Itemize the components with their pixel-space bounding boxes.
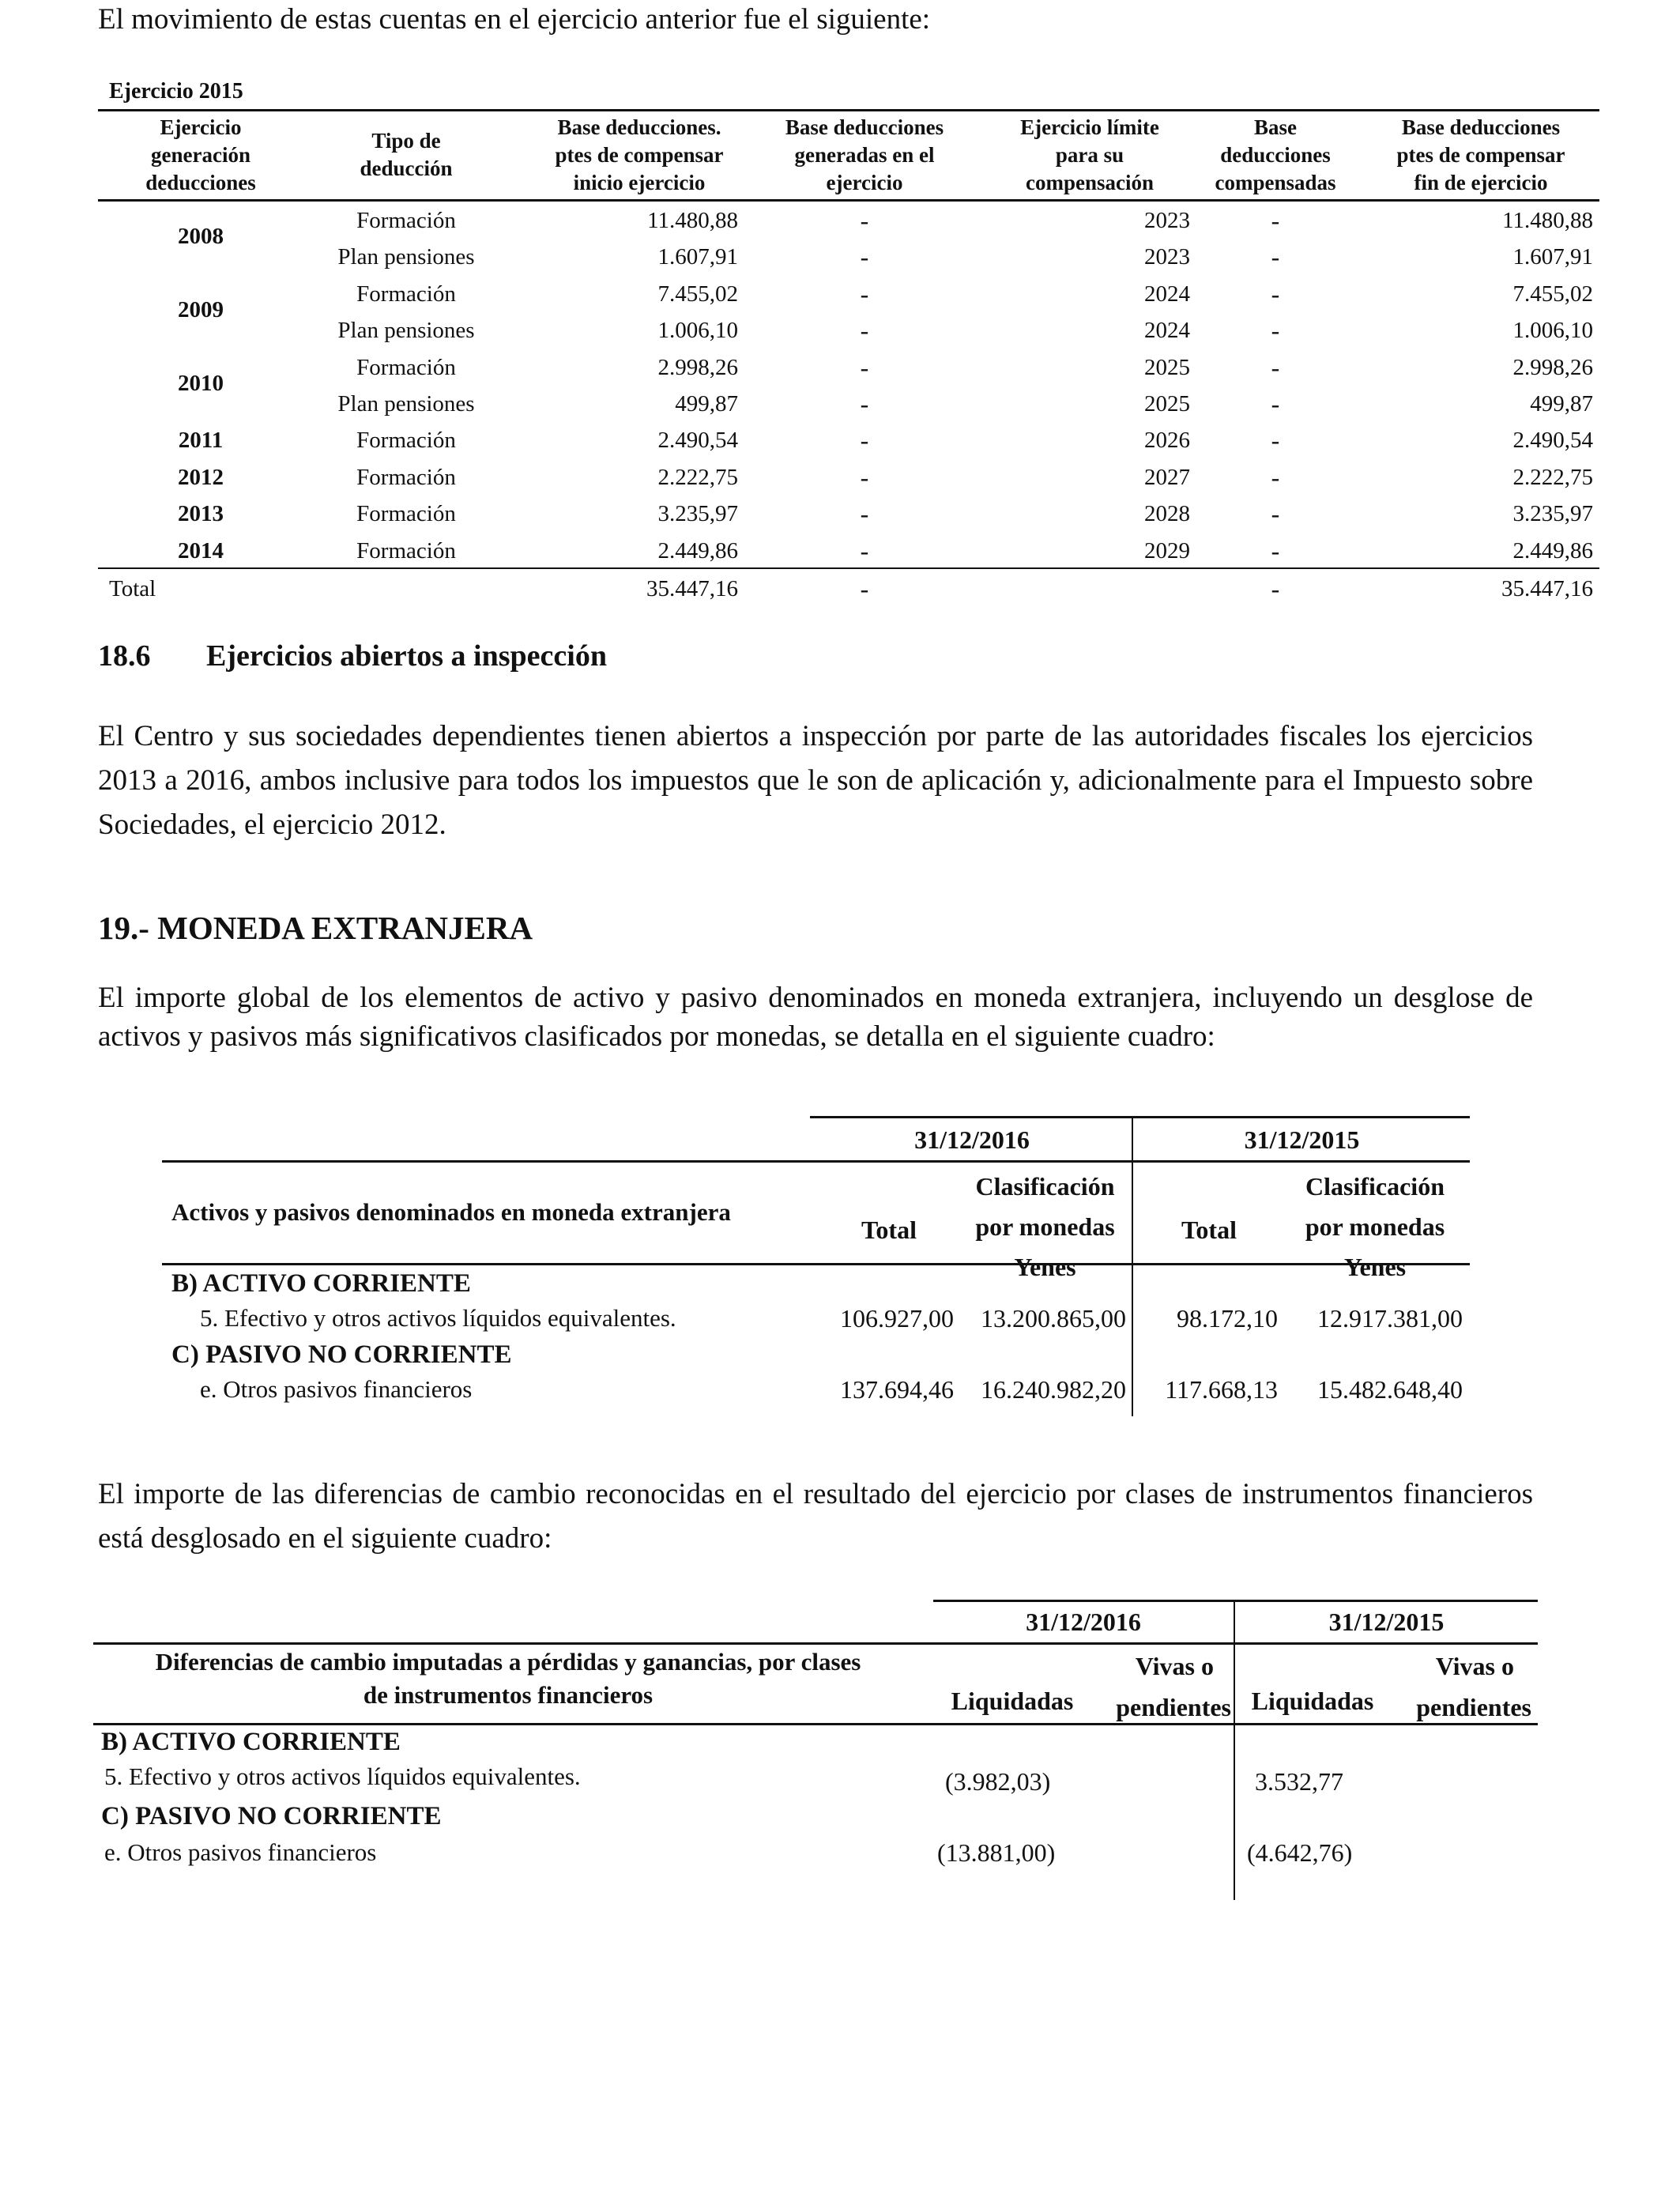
row-otros-pasivos-total-2015: 117.668,13	[1165, 1375, 1278, 1404]
header-rule	[162, 1263, 1470, 1265]
cell-base-generadas: -	[860, 352, 869, 382]
table-top-rule	[810, 1116, 1470, 1118]
row-efectivo-yenes-2016: 13.200.865,00	[981, 1304, 1126, 1333]
cell-base-generadas: -	[860, 426, 869, 455]
cell-base-compensadas: -	[1271, 536, 1280, 565]
table-row	[98, 239, 1599, 275]
cell-base-generadas: -	[860, 499, 869, 529]
section-activo-corriente: B) ACTIVO CORRIENTE	[101, 1728, 401, 1756]
cell-base-generadas: -	[860, 462, 869, 492]
row-efectivo-liquidadas-2016: (3.982,03)	[945, 1767, 1051, 1796]
cell-base-inicio: 499,87	[675, 391, 738, 417]
foreign-currency-table	[162, 1116, 1470, 1416]
cell-base-fin: 1.607,91	[1512, 244, 1593, 270]
row-header: Diferencias de cambio imputadas a pérdidas y ganancias, por clases de instrumentos financieros	[155, 1648, 861, 1709]
table-top-rule	[98, 109, 1599, 111]
section-pasivo-no-corriente: C) PASIVO NO CORRIENTE	[101, 1802, 442, 1830]
cell-ejercicio-limite: 2023	[1144, 244, 1190, 270]
table-row	[98, 533, 1599, 569]
table-row	[98, 349, 1599, 396]
cell-ejercicio-limite: 2023	[1144, 208, 1190, 233]
row-otros-pasivos-total-2016: 137.694,46	[840, 1375, 954, 1404]
cell-base-inicio: 11.480,88	[647, 208, 738, 233]
cell-year: 2010	[178, 370, 224, 396]
header-base-fin: Base deducciones ptes de compensar fin de ejercicio	[1396, 115, 1565, 194]
cell-year: 2012	[178, 464, 224, 490]
cell-tipo: Formación	[356, 428, 456, 454]
cell-tipo: Formación	[356, 464, 456, 490]
cell-tipo: Formación	[356, 281, 456, 307]
row-otros-pasivos-yenes-2015: 15.482.648,40	[1317, 1375, 1463, 1404]
cell-base-inicio: 3.235,97	[657, 501, 738, 527]
cell-base-inicio: 1.006,10	[657, 318, 738, 344]
row-efectivo-total-2016: 106.927,00	[840, 1304, 954, 1333]
cell-base-compensadas: -	[1271, 352, 1280, 382]
cell-base-generadas: -	[860, 243, 869, 272]
table-row	[98, 312, 1599, 349]
table-top-rule	[933, 1600, 1538, 1602]
table-row	[98, 422, 1599, 458]
cell-base-inicio: 2.490,54	[657, 428, 738, 454]
cell-ejercicio-limite: 2024	[1144, 281, 1190, 307]
cell-tipo: Plan pensiones	[337, 244, 475, 270]
cell-year: 2009	[178, 296, 224, 322]
table-caption: Ejercicio 2015	[109, 79, 243, 104]
cell-ejercicio-limite: 2025	[1144, 354, 1190, 380]
cell-base-compensadas: -	[1271, 206, 1280, 235]
row-header: Activos y pasivos denominados en moneda extranjera	[171, 1198, 731, 1226]
cell-ejercicio-limite: 2024	[1144, 318, 1190, 344]
date-rule	[93, 1642, 1538, 1645]
section-activo-corriente: B) ACTIVO CORRIENTE	[171, 1269, 471, 1298]
total-compensadas: -	[1271, 575, 1280, 603]
table-row	[98, 276, 1599, 322]
header-ejercicio-limite: Ejercicio límite para su compensación	[1020, 115, 1159, 194]
date-2016: 31/12/2016	[914, 1125, 1030, 1154]
cell-tipo: Formación	[356, 501, 456, 527]
cell-base-inicio: 7.455,02	[657, 281, 738, 307]
header-base-inicio: Base deducciones. ptes de compensar inicio ejercicio	[555, 115, 724, 194]
cell-base-fin: 2.222,75	[1512, 464, 1593, 490]
cell-base-generadas: -	[860, 316, 869, 345]
row-efectivo-yenes-2015: 12.917.381,00	[1317, 1304, 1463, 1333]
date-rule	[162, 1160, 1470, 1163]
col-total-2015: Total	[1181, 1216, 1237, 1244]
row-otros-pasivos-liquidadas-2015: (4.642,76)	[1247, 1838, 1353, 1867]
cell-base-compensadas: -	[1271, 279, 1280, 308]
cell-base-fin: 499,87	[1530, 391, 1593, 417]
date-2015: 31/12/2015	[1328, 1608, 1445, 1636]
cell-base-fin: 3.235,97	[1512, 501, 1593, 527]
row-otros-pasivos-liquidadas-2016: (13.881,00)	[937, 1838, 1056, 1867]
column-divider	[1234, 1600, 1235, 1900]
row-efectivo-label: 5. Efectivo y otros activos líquidos equivalentes.	[200, 1304, 676, 1332]
total-rule	[98, 567, 1599, 569]
cell-base-inicio: 2.222,75	[657, 464, 738, 490]
col-total-2016: Total	[861, 1216, 917, 1244]
cell-base-compensadas: -	[1271, 499, 1280, 529]
table-row	[98, 496, 1599, 532]
header-tipo-deduccion: Tipo de deducción	[360, 129, 453, 180]
cell-base-compensadas: -	[1271, 462, 1280, 492]
header-rule	[98, 199, 1599, 202]
cell-ejercicio-limite: 2028	[1144, 501, 1190, 527]
header-base-generadas: Base deducciones generadas en el ejercicio	[785, 115, 944, 194]
cell-base-fin: 1.006,10	[1512, 318, 1593, 344]
row-efectivo-liquidadas-2015: 3.532,77	[1255, 1767, 1343, 1796]
total-label: Total	[109, 576, 156, 601]
cell-base-fin: 2.998,26	[1512, 354, 1593, 380]
cell-year: 2011	[178, 428, 224, 454]
cell-tipo: Plan pensiones	[337, 318, 475, 344]
intro-text: El movimiento de estas cuentas en el ejercicio anterior fue el siguiente:	[98, 3, 931, 36]
row-otros-pasivos-yenes-2016: 16.240.982,20	[981, 1375, 1126, 1404]
cell-year: 2014	[178, 537, 224, 564]
section-19-text-1: El importe global de los elementos de activo y pasivo denominados en moneda extranjera, incluyendo un desglose de activos y pasivos más significativos clasificados por monedas, se detalla en el siguiente cuadro:	[98, 982, 1533, 1053]
cell-base-generadas: -	[860, 279, 869, 308]
cell-base-fin: 2.490,54	[1512, 428, 1593, 454]
header-base-compensadas: Base deducciones compensadas	[1215, 115, 1336, 194]
cell-base-generadas: -	[860, 390, 869, 418]
cell-year: 2013	[178, 501, 224, 527]
section-19-heading: 19.- MONEDA EXTRANJERA	[98, 910, 533, 946]
col-vivas-2016: Vivas o pendientes	[1116, 1652, 1231, 1721]
col-clasificacion-2016: Clasificación por monedas Yenes	[975, 1172, 1115, 1281]
cell-base-fin: 7.455,02	[1512, 281, 1593, 307]
col-liquidadas-2015: Liquidadas	[1251, 1687, 1374, 1715]
total-generadas: -	[860, 575, 869, 603]
cell-base-generadas: -	[860, 536, 869, 565]
cell-base-compensadas: -	[1271, 390, 1280, 418]
section-19-text-2: El importe de las diferencias de cambio reconocidas en el resultado del ejercicio por clases de instrumentos financieros está desglosado en el siguiente cuadro:	[98, 1478, 1533, 1555]
cell-base-inicio: 2.998,26	[657, 354, 738, 380]
cell-base-generadas: -	[860, 206, 869, 235]
table-row	[98, 386, 1599, 422]
column-divider	[1132, 1116, 1133, 1416]
col-liquidadas-2016: Liquidadas	[951, 1687, 1074, 1715]
cell-tipo: Formación	[356, 537, 456, 564]
cell-ejercicio-limite: 2025	[1144, 391, 1190, 417]
cell-ejercicio-limite: 2026	[1144, 428, 1190, 454]
row-otros-pasivos-label: e. Otros pasivos financieros	[104, 1838, 377, 1866]
table-row	[98, 202, 1599, 249]
date-2015: 31/12/2015	[1244, 1125, 1360, 1154]
row-efectivo-label: 5. Efectivo y otros activos líquidos equivalentes.	[104, 1762, 581, 1790]
total-fin: 35.447,16	[1501, 576, 1593, 601]
header-ejercicio-generacion: Ejercicio generación deducciones	[145, 115, 256, 194]
section-18-6-text: El Centro y sus sociedades dependientes tienen abiertos a inspección por parte de las autoridades fiscales los ejercicios 2013 a 2016, ambos inclusive para todos los impuestos que le son de aplicación y, adicionalmente para el Impuesto sobre Sociedades, el ejercicio 2012.	[98, 720, 1533, 841]
section-pasivo-no-corriente: C) PASIVO NO CORRIENTE	[171, 1340, 512, 1369]
cell-ejercicio-limite: 2027	[1144, 464, 1190, 490]
row-otros-pasivos-label: e. Otros pasivos financieros	[200, 1375, 473, 1403]
cell-base-fin: 11.480,88	[1502, 208, 1593, 233]
cell-base-inicio: 2.449,86	[657, 537, 738, 564]
section-number: 18.6	[98, 639, 151, 673]
total-inicio: 35.447,16	[646, 576, 738, 601]
section-title: Ejercicios abiertos a inspección	[206, 639, 607, 673]
date-2016: 31/12/2016	[1026, 1608, 1141, 1636]
col-vivas-2015: Vivas o pendientes	[1416, 1652, 1531, 1721]
cell-base-fin: 2.449,86	[1512, 537, 1593, 564]
cell-tipo: Formación	[356, 354, 456, 380]
cell-base-inicio: 1.607,91	[657, 244, 738, 270]
cell-tipo: Formación	[356, 208, 456, 233]
col-clasificacion-2015: Clasificación por monedas Yenes	[1305, 1172, 1445, 1281]
cell-base-compensadas: -	[1271, 243, 1280, 272]
table-row	[98, 459, 1599, 496]
exchange-differences-table	[93, 1600, 1538, 1900]
cell-ejercicio-limite: 2029	[1144, 537, 1190, 564]
total-row	[98, 571, 1599, 607]
cell-base-compensadas: -	[1271, 426, 1280, 455]
header-rule	[93, 1723, 1538, 1725]
cell-tipo: Plan pensiones	[337, 391, 475, 417]
cell-year: 2008	[178, 224, 224, 249]
cell-base-compensadas: -	[1271, 316, 1280, 345]
row-efectivo-total-2015: 98.172,10	[1177, 1304, 1278, 1333]
section-18-6-heading	[98, 639, 607, 673]
